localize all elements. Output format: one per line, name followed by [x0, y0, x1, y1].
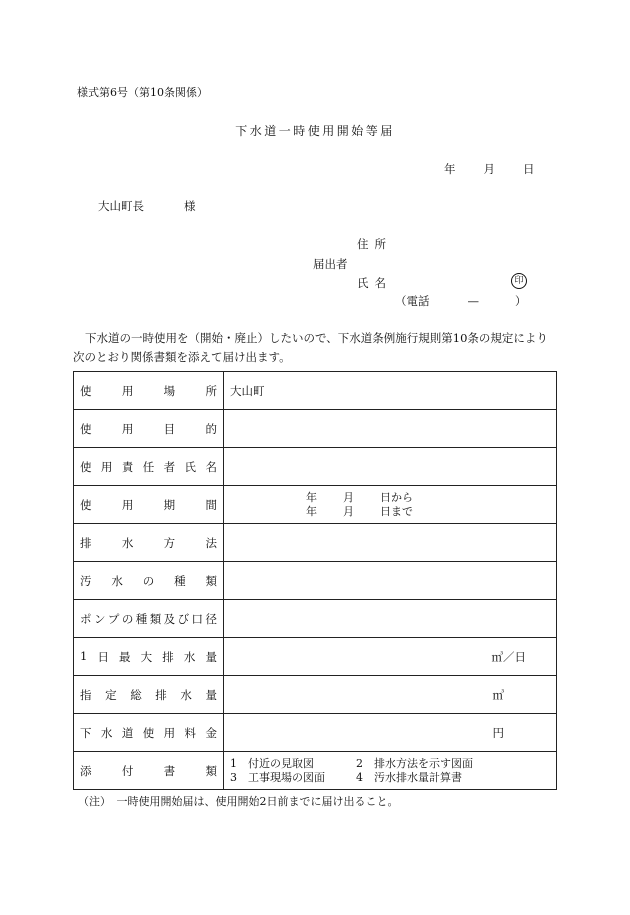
label-char: 用 [100, 459, 113, 474]
label-char: 名 [205, 459, 217, 474]
form-number: 様式第6号（第10条関係） [77, 86, 208, 99]
label-char: 任 [142, 459, 155, 474]
label-char: 用 [163, 725, 176, 740]
label-char: プ [107, 611, 120, 626]
max-daily-drainage-field[interactable] [224, 638, 557, 676]
table-row [74, 714, 557, 752]
label-char: 用 [121, 421, 134, 436]
label-char: 1 [80, 648, 88, 663]
phone-open: （電話 [395, 294, 430, 308]
row-label [74, 714, 224, 752]
row-label [74, 562, 224, 600]
body-text [73, 329, 558, 367]
total-drainage-field[interactable] [224, 676, 557, 714]
date-line [444, 161, 535, 177]
label-char: 用 [121, 383, 134, 398]
label-char: 用 [121, 497, 134, 512]
label-char: 使 [142, 725, 155, 740]
label-char: 量 [205, 649, 217, 664]
label-text [80, 573, 217, 589]
label-text [80, 687, 217, 703]
drainage-method-field[interactable] [224, 524, 557, 562]
usage-location-value: 大山町 [230, 383, 265, 398]
label-char: 使 [80, 383, 92, 398]
label-char: 料 [184, 725, 197, 740]
table-row [74, 372, 557, 410]
label-text [80, 611, 217, 627]
period-year: 年 [306, 504, 317, 518]
phone-dash: — [467, 294, 479, 308]
addressee-honorific: 様 [184, 199, 196, 213]
label-text [80, 421, 217, 437]
label-char: 使 [80, 497, 92, 512]
label-char: 排 [80, 535, 92, 550]
label-char: 使 [80, 459, 92, 474]
attachment-item: 1 付近の見取図 [230, 756, 314, 770]
label-char: 水 [183, 649, 196, 664]
attachments-line-2 [230, 771, 550, 785]
label-char: 排 [155, 687, 167, 702]
label-char: 及 [163, 611, 176, 626]
usage-location-field[interactable] [224, 372, 557, 410]
label-char: 添 [80, 763, 92, 778]
label-char: 口 [191, 611, 203, 626]
period-from [230, 491, 550, 505]
unit-label: ㎥ [492, 687, 504, 702]
notifier-label: 届出者 [313, 257, 348, 271]
label-char: 道 [121, 725, 134, 740]
table-row [74, 638, 557, 676]
label-char: 的 [205, 421, 217, 436]
label-char: 書 [163, 763, 176, 778]
period-from-label: 日から [380, 490, 413, 504]
addressee-name: 大山町長 [98, 199, 144, 213]
label-char: 水 [180, 687, 192, 702]
phone-line [395, 293, 527, 309]
period-month: 月 [343, 504, 354, 518]
label-char: 汚 [80, 573, 92, 588]
label-char: 所 [205, 383, 217, 398]
label-char: 目 [163, 421, 176, 436]
row-label [74, 638, 224, 676]
label-char: 期 [163, 497, 176, 512]
row-label [74, 752, 224, 790]
table-row [74, 676, 557, 714]
row-label [74, 524, 224, 562]
label-char: 類 [205, 763, 217, 778]
label-char: 大 [140, 649, 153, 664]
label-char: ン [93, 611, 106, 626]
label-text [80, 497, 217, 513]
label-char: び [177, 611, 190, 626]
footnote: （注） 一時使用開始届は、使用開始2日前までに届け出ること。 [78, 795, 399, 808]
label-char: 付 [121, 763, 134, 778]
table-row [74, 448, 557, 486]
unit-label: ㎥／日 [491, 649, 526, 664]
table-row [74, 562, 557, 600]
sewage-type-field[interactable] [224, 562, 557, 600]
responsible-person-field[interactable] [224, 448, 557, 486]
label-char: 金 [205, 725, 217, 740]
row-label [74, 372, 224, 410]
period-until [230, 505, 550, 519]
usage-period-field[interactable] [224, 486, 557, 524]
row-label [74, 410, 224, 448]
name-label: 氏名 [357, 276, 392, 290]
period-month: 月 [343, 490, 354, 504]
addressee [98, 198, 196, 214]
label-char: 水 [121, 535, 134, 550]
unit-label: 円 [492, 725, 504, 740]
attachments-field[interactable] [224, 752, 557, 790]
label-char: 方 [163, 535, 176, 550]
attachment-item: 2 排水方法を示す図面 [356, 756, 473, 770]
label-char: 排 [162, 649, 174, 664]
date-year-label: 年 [444, 162, 456, 176]
pump-type-field[interactable] [224, 600, 557, 638]
label-char: 径 [205, 611, 217, 626]
label-char: 間 [205, 497, 217, 512]
usage-fee-field[interactable] [224, 714, 557, 752]
label-char: 場 [163, 383, 176, 398]
period-year: 年 [306, 490, 317, 504]
date-month-label: 月 [483, 162, 495, 176]
document-title: 下水道一時使用開始等届 [235, 124, 395, 138]
usage-purpose-field[interactable] [224, 410, 557, 448]
row-label [74, 676, 224, 714]
label-char: 者 [163, 459, 176, 474]
label-text [80, 535, 217, 551]
label-char: 最 [119, 649, 131, 664]
row-label [74, 448, 224, 486]
label-char: 氏 [184, 459, 197, 474]
row-label [74, 486, 224, 524]
label-text [80, 459, 217, 475]
label-char: 種 [135, 611, 148, 626]
label-char: 日 [97, 649, 109, 664]
table-row [74, 752, 557, 790]
label-char: 指 [80, 687, 92, 702]
table-row [74, 524, 557, 562]
label-char: 水 [111, 573, 123, 588]
label-char: ポ [80, 611, 92, 626]
period-until-label: 日まで [380, 504, 413, 518]
label-text [80, 383, 217, 399]
application-table [73, 371, 557, 790]
label-char: 類 [205, 573, 217, 588]
label-char: 量 [205, 687, 217, 702]
label-text [80, 763, 217, 779]
body-line-2: 次のとおり関係書類を添えて届け出ます。 [73, 350, 291, 364]
label-text [80, 725, 217, 741]
attachment-item: 3 工事現場の図面 [230, 770, 325, 784]
table-row [74, 486, 557, 524]
label-char: の [121, 611, 134, 626]
seal-mark: 印 [511, 273, 527, 289]
attachment-item: 4 汚水排水量計算書 [356, 770, 462, 784]
label-char: 使 [80, 421, 92, 436]
body-line-1: 下水道の一時使用を（開始・廃止）したいので、下水道条例施行規則第10条の規定により [85, 331, 548, 345]
phone-close: ） [515, 294, 527, 308]
row-label [74, 600, 224, 638]
table-row [74, 600, 557, 638]
label-char: の [142, 573, 155, 588]
label-text [80, 649, 217, 665]
label-char: 類 [149, 611, 162, 626]
label-char: 水 [100, 725, 113, 740]
label-char: 種 [174, 573, 186, 588]
label-char: 定 [105, 687, 117, 702]
table-row [74, 410, 557, 448]
label-char: 責 [121, 459, 134, 474]
label-char: 下 [80, 725, 92, 740]
address-label: 住所 [357, 237, 392, 251]
attachments-line-1 [230, 757, 550, 771]
label-char: 法 [205, 535, 217, 550]
date-day-label: 日 [523, 162, 535, 176]
label-char: 総 [130, 687, 142, 702]
